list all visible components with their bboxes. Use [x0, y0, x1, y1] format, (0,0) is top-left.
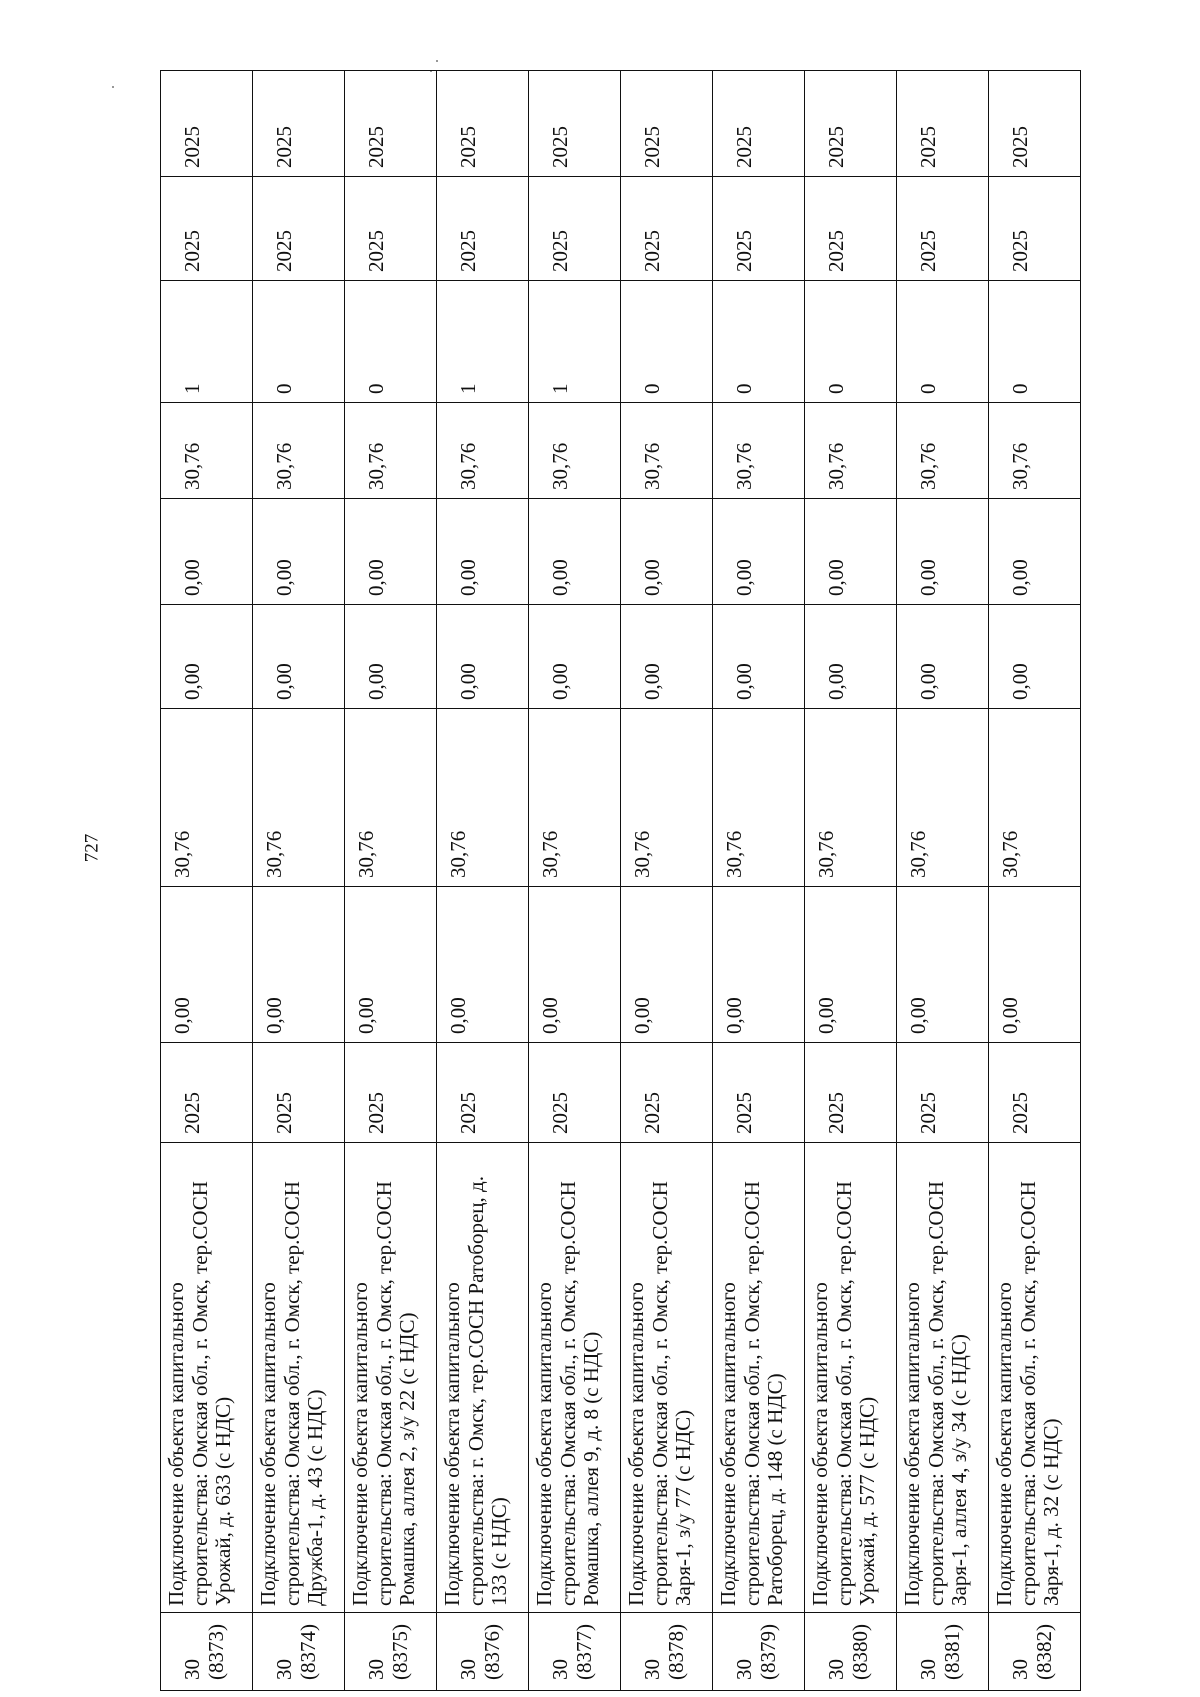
count-cell: 0 — [345, 281, 437, 403]
count-cell: 0 — [805, 281, 897, 403]
value-cell: 0,00 — [621, 499, 713, 605]
year-cell: 2025 — [897, 1043, 989, 1143]
value-cell: 0,00 — [713, 605, 805, 709]
year-cell: 2025 — [621, 1043, 713, 1143]
description-cell: Подключение объекта капитального строительства: Омская обл., г. Омск, тер.СОСН Заря-1, з/у 77 (с НДС) — [621, 1143, 713, 1613]
year-cell: 2025 — [161, 71, 253, 177]
description-cell: Подключение объекта капитального строительства: г. Омск, тер.СОСН Ратоборец, д. 133 (с НДС) — [437, 1143, 529, 1613]
value-cell: 30,76 — [161, 403, 253, 499]
row-number-cell: 30 (8376) — [437, 1613, 529, 1691]
row-number-cell: 30 (8380) — [805, 1613, 897, 1691]
table-row — [621, 71, 713, 1691]
scan-speck — [436, 60, 438, 62]
year-cell: 2025 — [437, 1043, 529, 1143]
year-cell: 2025 — [345, 177, 437, 281]
count-cell: 1 — [529, 281, 621, 403]
year-cell: 2025 — [437, 177, 529, 281]
value-cell: 30,76 — [897, 709, 989, 887]
year-cell: 2025 — [989, 1043, 1081, 1143]
year-cell: 2025 — [161, 1043, 253, 1143]
scan-speck — [112, 86, 114, 88]
year-cell: 2025 — [989, 71, 1081, 177]
row-number-cell: 30 (8375) — [345, 1613, 437, 1691]
description-cell: Подключение объекта капитального строительства: Омская обл., г. Омск, тер.СОСН Заря-1, аллея 4, з/у 34 (с НДС) — [897, 1143, 989, 1613]
value-cell: 30,76 — [989, 709, 1081, 887]
table-row — [989, 71, 1081, 1691]
value-cell: 0,00 — [161, 499, 253, 605]
value-cell: 0,00 — [161, 605, 253, 709]
value-cell: 0,00 — [437, 887, 529, 1043]
row-number-cell: 30 (8381) — [897, 1613, 989, 1691]
value-cell: 0,00 — [713, 887, 805, 1043]
description-cell: Подключение объекта капитального строительства: Омская обл., г. Омск, тер.СОСН Дружба-1, д. 43 (с НДС) — [253, 1143, 345, 1613]
table-row — [161, 71, 253, 1691]
value-cell: 30,76 — [897, 403, 989, 499]
value-cell: 30,76 — [805, 403, 897, 499]
value-cell: 30,76 — [345, 709, 437, 887]
value-cell: 0,00 — [621, 887, 713, 1043]
value-cell: 0,00 — [989, 605, 1081, 709]
count-cell: 0 — [989, 281, 1081, 403]
year-cell: 2025 — [253, 1043, 345, 1143]
year-cell: 2025 — [805, 177, 897, 281]
value-cell: 0,00 — [529, 605, 621, 709]
year-cell: 2025 — [897, 177, 989, 281]
value-cell: 30,76 — [713, 403, 805, 499]
description-cell: Подключение объекта капитального строительства: Омская обл., г. Омск, тер.СОСН Заря-1, д. 32 (с НДС) — [989, 1143, 1081, 1613]
table-row — [345, 71, 437, 1691]
table-row — [805, 71, 897, 1691]
year-cell: 2025 — [437, 71, 529, 177]
value-cell: 30,76 — [805, 709, 897, 887]
value-cell: 0,00 — [621, 605, 713, 709]
row-number-cell: 30 (8373) — [161, 1613, 253, 1691]
year-cell: 2025 — [713, 1043, 805, 1143]
count-cell: 0 — [897, 281, 989, 403]
row-number-cell: 30 (8378) — [621, 1613, 713, 1691]
value-cell: 0,00 — [253, 887, 345, 1043]
value-cell: 0,00 — [713, 499, 805, 605]
value-cell: 0,00 — [253, 605, 345, 709]
value-cell: 0,00 — [805, 499, 897, 605]
year-cell: 2025 — [805, 1043, 897, 1143]
count-cell: 0 — [713, 281, 805, 403]
year-cell: 2025 — [161, 177, 253, 281]
year-cell: 2025 — [345, 1043, 437, 1143]
description-cell: Подключение объекта капитального строительства: Омская обл., г. Омск, тер.СОСН Ромашка, аллея 2, з/у 22 (с НДС) — [345, 1143, 437, 1613]
row-number-cell: 30 (8377) — [529, 1613, 621, 1691]
value-cell: 30,76 — [253, 403, 345, 499]
value-cell: 0,00 — [437, 499, 529, 605]
value-cell: 0,00 — [437, 605, 529, 709]
value-cell: 0,00 — [345, 605, 437, 709]
description-cell: Подключение объекта капитального строительства: Омская обл., г. Омск, тер.СОСН Урожай, д. 633 (с НДС) — [161, 1143, 253, 1613]
table-row — [897, 71, 989, 1691]
year-cell: 2025 — [253, 71, 345, 177]
value-cell: 0,00 — [345, 499, 437, 605]
connections-table — [160, 70, 1081, 1691]
value-cell: 30,76 — [345, 403, 437, 499]
value-cell: 30,76 — [529, 709, 621, 887]
description-cell: Подключение объекта капитального строительства: Омская обл., г. Омск, тер.СОСН Ратоборец, д. 148 (с НДС) — [713, 1143, 805, 1613]
value-cell: 0,00 — [897, 887, 989, 1043]
value-cell: 0,00 — [529, 499, 621, 605]
value-cell: 30,76 — [621, 403, 713, 499]
year-cell: 2025 — [621, 177, 713, 281]
value-cell: 0,00 — [989, 887, 1081, 1043]
count-cell: 1 — [437, 281, 529, 403]
value-cell: 30,76 — [437, 709, 529, 887]
value-cell: 30,76 — [989, 403, 1081, 499]
year-cell: 2025 — [345, 71, 437, 177]
table-row — [529, 71, 621, 1691]
value-cell: 30,76 — [713, 709, 805, 887]
page-number: 727 — [81, 833, 103, 863]
year-cell: 2025 — [897, 71, 989, 177]
table-row — [713, 71, 805, 1691]
value-cell: 30,76 — [253, 709, 345, 887]
description-cell: Подключение объекта капитального строительства: Омская обл., г. Омск, тер.СОСН Ромашка, аллея 9, д. 8 (с НДС) — [529, 1143, 621, 1613]
value-cell: 30,76 — [437, 403, 529, 499]
year-cell: 2025 — [621, 71, 713, 177]
value-cell: 0,00 — [161, 887, 253, 1043]
value-cell: 0,00 — [805, 605, 897, 709]
value-cell: 0,00 — [529, 887, 621, 1043]
value-cell: 30,76 — [161, 709, 253, 887]
value-cell: 0,00 — [253, 499, 345, 605]
table-row — [437, 71, 529, 1691]
value-cell: 30,76 — [529, 403, 621, 499]
row-number-cell: 30 (8374) — [253, 1613, 345, 1691]
table-row — [253, 71, 345, 1691]
year-cell: 2025 — [529, 1043, 621, 1143]
value-cell: 0,00 — [897, 605, 989, 709]
value-cell: 0,00 — [989, 499, 1081, 605]
year-cell: 2025 — [529, 71, 621, 177]
description-cell: Подключение объекта капитального строительства: Омская обл., г. Омск, тер.СОСН Урожай, д. 577 (с НДС) — [805, 1143, 897, 1613]
value-cell: 0,00 — [345, 887, 437, 1043]
year-cell: 2025 — [713, 177, 805, 281]
year-cell: 2025 — [713, 71, 805, 177]
value-cell: 0,00 — [897, 499, 989, 605]
year-cell: 2025 — [253, 177, 345, 281]
count-cell: 1 — [161, 281, 253, 403]
year-cell: 2025 — [529, 177, 621, 281]
year-cell: 2025 — [989, 177, 1081, 281]
value-cell: 30,76 — [621, 709, 713, 887]
table-body — [161, 71, 1081, 1691]
year-cell: 2025 — [805, 71, 897, 177]
row-number-cell: 30 (8382) — [989, 1613, 1081, 1691]
row-number-cell: 30 (8379) — [713, 1613, 805, 1691]
rotated-table-container — [160, 71, 1081, 1691]
count-cell: 0 — [253, 281, 345, 403]
count-cell: 0 — [621, 281, 713, 403]
value-cell: 0,00 — [805, 887, 897, 1043]
